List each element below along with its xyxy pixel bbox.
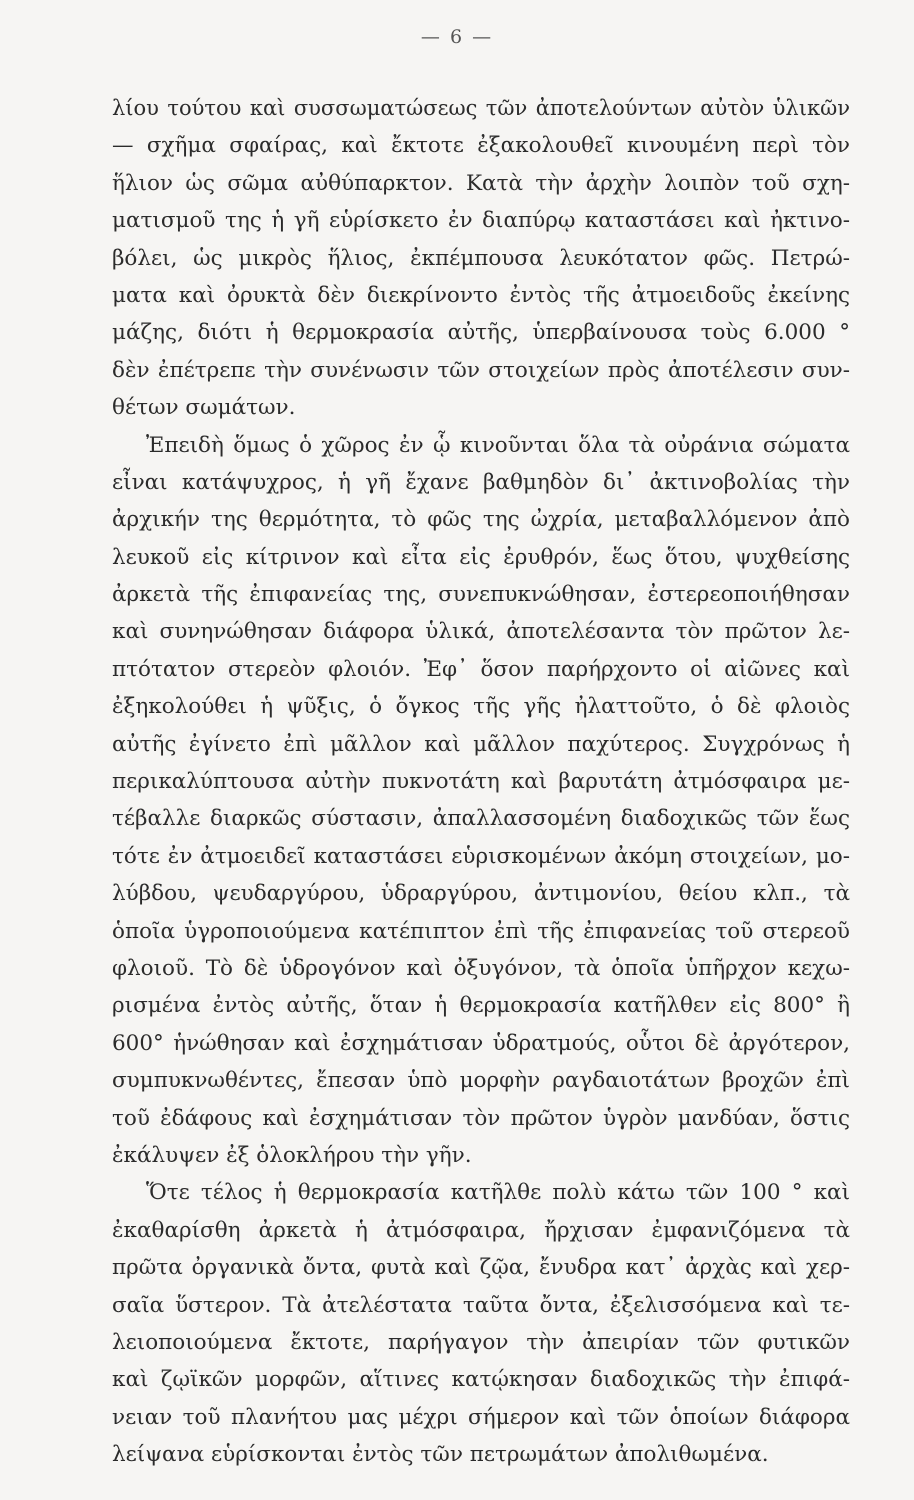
text-line: ἐξηκολούθει ἡ ψῦξις, ὁ ὄγκος τῆς γῆς ἠλαττοῦτο, ὁ δὲ φλοιὸς — [112, 694, 850, 720]
text-line: τέβαλλε διαρκῶς σύστασιν, ἀπαλλασσομένη διαδοχικῶς τῶν ἕως — [112, 806, 850, 832]
text-line: ἐκαθαρίσθη ἀρκετὰ ἡ ἀτμόσφαιρα, ἤρχισαν ἐμφανιζόμενα τὰ — [112, 1217, 850, 1243]
text-line: σαῖα ὕστερον. Τὰ ἀτελέστατα ταῦτα ὄντα, ἐξελισσόμενα καὶ τε- — [112, 1292, 850, 1318]
text-line: ρισμένα ἐντὸς αὐτῆς, ὅταν ἡ θερμοκρασία κατῆλθεν εἰς 800° ἢ — [112, 993, 850, 1019]
text-line: βόλει, ὡς μικρὸς ἥλιος, ἐκπέμπουσα λευκότατον φῶς. Πετρώ- — [112, 245, 850, 271]
text-line: ἀρκετὰ τῆς ἐπιφανείας της, συνεπυκνώθησαν, ἐστερεοποιήθησαν — [112, 582, 850, 608]
text-line: αὐτῆς ἐγίνετο ἐπὶ μᾶλλον καὶ μᾶλλον παχύτερος. Συγχρόνως ἡ — [112, 731, 850, 757]
text-line: πρῶτα ὀργανικὰ ὄντα, φυτὰ καὶ ζῷα, ἔνυδρα κατ᾽ ἀρχὰς καὶ χερ- — [112, 1255, 850, 1281]
text-line: λύβδου, ψευδαργύρου, ὑδραργύρου, ἀντιμονίου, θείου κλπ., τὰ — [112, 881, 850, 907]
text-line: λευκοῦ εἰς κίτρινον καὶ εἶτα εἰς ἐρυθρόν, ἕως ὅτου, ψυχθείσης — [112, 544, 850, 570]
page-number: — 6 — — [420, 26, 494, 48]
text-line: τοῦ ἐδάφους καὶ ἐσχημάτισαν τὸν πρῶτον ὑγρὸν μανδύαν, ὅστις — [112, 1105, 850, 1131]
text-line: νειαν τοῦ πλανήτου μας μέχρι σήμερον καὶ τῶν ὁποίων διάφορα — [112, 1404, 850, 1430]
text-line: δὲν ἐπέτρεπε τὴν συνένωσιν τῶν στοιχείων πρὸς ἀποτέλεσιν συν- — [112, 357, 850, 383]
text-line: — σχῆμα σφαίρας, καὶ ἔκτοτε ἐξακολουθεῖ κινουμένη περὶ τὸν — [112, 133, 850, 159]
text-line: λειοποιούμενα ἔκτοτε, παρήγαγον τὴν ἀπειρίαν τῶν φυτικῶν — [112, 1329, 850, 1355]
text-line: λείψανα εὑρίσκονται ἐντὸς τῶν πετρωμάτων ἀπολιθωμένα. — [112, 1442, 769, 1468]
text-line: μάζης, διότι ἡ θερμοκρασία αὐτῆς, ὑπερβαίνουσα τοὺς 6.000 ° — [112, 320, 850, 346]
text-line: 600° ἡνώθησαν καὶ ἐσχημάτισαν ὑδρατμούς, οὗτοι δὲ ἀργότερον, — [112, 1030, 850, 1056]
text-line: ματα καὶ ὀρυκτὰ δὲν διεκρίνοντο ἐντὸς τῆς ἀτμοειδοῦς ἐκείνης — [112, 282, 850, 308]
text-line: πτότατον στερεὸν φλοιόν. Ἐφ᾽ ὅσον παρήρχοντο οἱ αἰῶνες καὶ — [112, 656, 850, 682]
text-line: ἐκάλυψεν ἐξ ὁλοκλήρου τὴν γῆν. — [112, 1142, 472, 1168]
paragraph-start: Ἐπειδὴ ὅμως ὁ χῶρος ἐν ᾧ κινοῦνται ὅλα τὰ οὐράνια σώματα — [146, 432, 850, 458]
text-line: περικαλύπτουσα αὐτὴν πυκνοτάτη καὶ βαρυτάτη ἀτμόσφαιρα με- — [112, 769, 850, 795]
text-line: εἶναι κατάψυχρος, ἡ γῆ ἔχανε βαθμηδὸν δι᾽ ἀκτινοβολίας τὴν — [112, 469, 850, 495]
text-line: ἀρχικήν της θερμότητα, τὸ φῶς της ὠχρία, μεταβαλλόμενον ἀπὸ — [112, 507, 850, 533]
body-text — [112, 90, 850, 1473]
text-line: λίου τούτου καὶ συσσωματώσεως τῶν ἀποτελούντων αὐτὸν ὑλικῶν — [112, 96, 850, 120]
text-line: φλοιοῦ. Τὸ δὲ ὑδρογόνον καὶ ὀξυγόνον, τὰ ὁποῖα ὑπῆρχον κεχω- — [112, 955, 850, 981]
text-line: θέτων σωμάτων. — [112, 395, 296, 421]
text-line: καὶ συνηνώθησαν διάφορα ὑλικά, ἀποτελέσαντα τὸν πρῶτον λε- — [112, 619, 850, 645]
text-line: καὶ ζῳϊκῶν μορφῶν, αἵτινες κατῴκησαν διαδοχικῶς τὴν ἐπιφά- — [112, 1367, 850, 1393]
text-line: ὁποῖα ὑγροποιούμενα κατέπιπτον ἐπὶ τῆς ἐπιφανείας τοῦ στερεοῦ — [112, 918, 850, 944]
text-line: συμπυκνωθέντες, ἔπεσαν ὑπὸ μορφὴν ραγδαιοτάτων βροχῶν ἐπὶ — [112, 1068, 850, 1094]
paragraph-start: Ὅτε τέλος ἡ θερμοκρασία κατῆλθε πολὺ κάτω τῶν 100 ° καὶ — [146, 1180, 850, 1206]
text-line: ἥλιον ὡς σῶμα αὐθύπαρκτον. Κατὰ τὴν ἀρχὴν λοιπὸν τοῦ σχη- — [112, 170, 850, 196]
text-line: ματισμοῦ της ἡ γῆ εὑρίσκετο ἐν διαπύρῳ καταστάσει καὶ ἠκτινο- — [112, 208, 850, 234]
text-line: τότε ἐν ἀτμοειδεῖ καταστάσει εὑρισκομένων ἀκόμη στοιχείων, μο- — [112, 843, 850, 869]
